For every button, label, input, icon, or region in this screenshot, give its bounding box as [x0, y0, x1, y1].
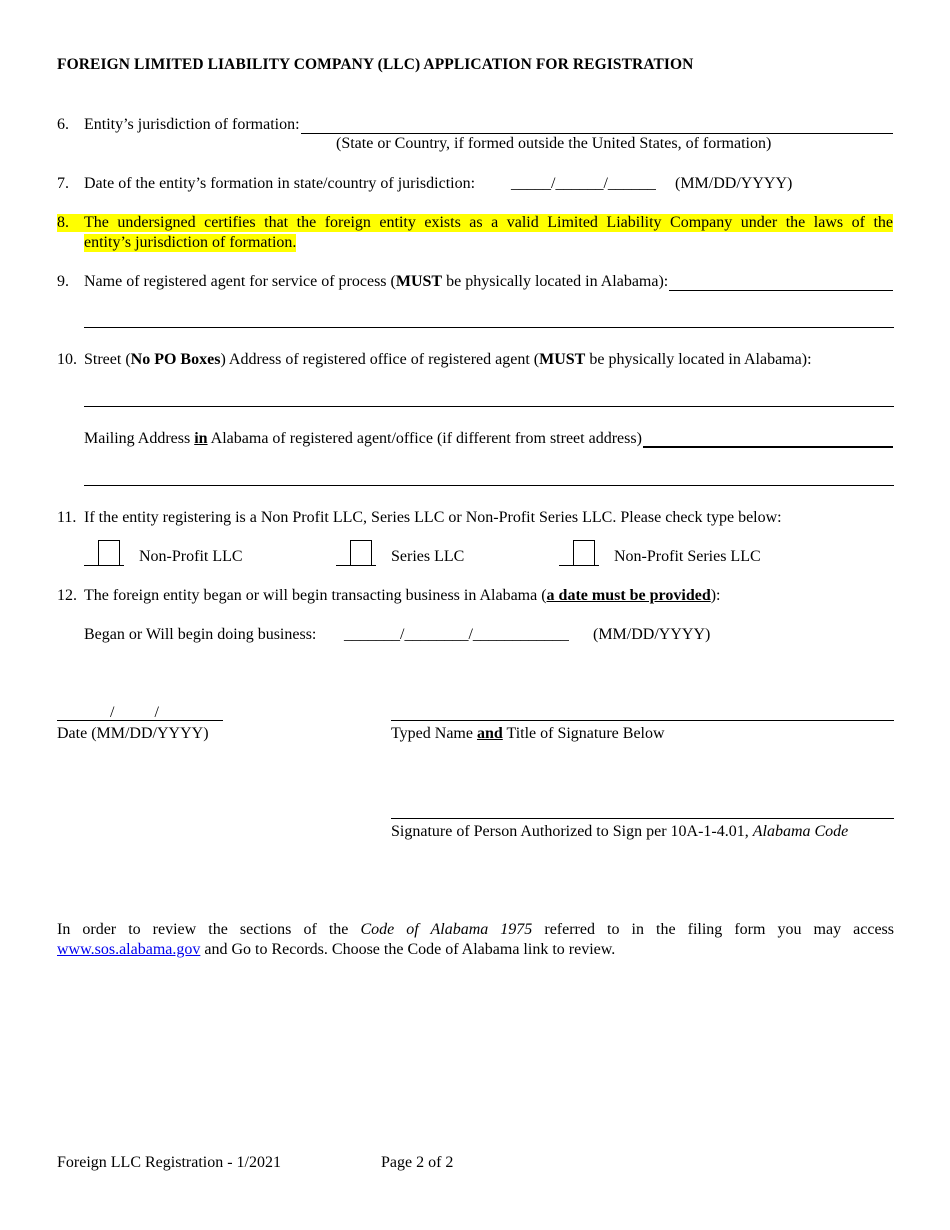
item-11-number: 11.: [57, 509, 77, 526]
item-9-label: Name of registered agent for service of process (MUST be physically located in Alabama):: [84, 273, 669, 290]
item-6-row: [84, 116, 893, 134]
formation-date-field[interactable]: _____/______/______: [511, 175, 656, 192]
signature-label: Signature of Person Authorized to Sign per 10A-1-4.01, Alabama Code: [391, 823, 849, 840]
began-business-date-field[interactable]: _______/________/____________: [344, 626, 569, 643]
footer-page-number: Page 2 of 2: [381, 1154, 454, 1171]
review-paragraph-line-1: In order to review the sections of the Code of Alabama 1975 referred to in the filing form you may access: [57, 921, 895, 938]
jurisdiction-field[interactable]: [301, 117, 893, 134]
non-profit-llc-checkbox[interactable]: [98, 540, 120, 566]
sos-website-link[interactable]: www.sos.alabama.gov: [57, 941, 201, 958]
mailing-address-label: Mailing Address in Alabama of registered agent/office (if different from street address): [84, 430, 642, 447]
series-llc-label: Series LLC: [391, 548, 465, 565]
item-7-number: 7.: [57, 175, 69, 192]
series-llc-checkbox[interactable]: [350, 540, 372, 566]
mailing-address-row: [84, 430, 893, 448]
typed-name-label: Typed Name and Title of Signature Below: [391, 725, 665, 742]
item-12-number: 12.: [57, 587, 77, 604]
item-8-number: 8.: [57, 214, 84, 232]
item-8-line-2: entity’s jurisdiction of formation.: [84, 234, 297, 251]
street-address-field[interactable]: [84, 406, 894, 407]
item-6-number: 6.: [57, 116, 69, 133]
non-profit-llc-label: Non-Profit LLC: [139, 548, 243, 565]
typed-name-field[interactable]: [391, 720, 894, 721]
began-business-format: (MM/DD/YYYY): [593, 626, 711, 643]
item-9-number: 9.: [57, 273, 69, 290]
item-7-label: Date of the entity’s formation in state/country of jurisdiction:: [84, 175, 476, 192]
mailing-address-field-line-2[interactable]: [84, 485, 894, 486]
item-11-label: If the entity registering is a Non Profit LLC, Series LLC or Non-Profit Series LLC. Please check type below:: [84, 509, 782, 526]
item-10-label: Street (No PO Boxes) Address of registered office of registered agent (MUST be physically located in Alabama):: [84, 351, 812, 368]
mailing-address-field[interactable]: [643, 430, 893, 448]
non-profit-series-llc-checkbox[interactable]: [573, 540, 595, 566]
item-12-label: The foreign entity began or will begin transacting business in Alabama (a date must be provided):: [84, 587, 721, 604]
footer-form-version: Foreign LLC Registration - 1/2021: [57, 1154, 281, 1171]
signature-field[interactable]: [391, 818, 894, 819]
item-8-line-1: The undersigned certifies that the foreign entity exists as a valid Limited Liability Company under the laws of the: [84, 214, 893, 231]
registered-agent-field[interactable]: [669, 274, 893, 291]
item-9-row: [84, 273, 893, 291]
signature-date-slashes: / /: [110, 704, 159, 721]
non-profit-series-llc-label: Non-Profit Series LLC: [614, 548, 761, 565]
item-6-note: (State or Country, if formed outside the United States, of formation): [336, 135, 772, 152]
began-business-label: Began or Will begin doing business:: [84, 626, 317, 643]
review-paragraph-line-2: www.sos.alabama.gov and Go to Records. Choose the Code of Alabama link to review.: [57, 941, 616, 958]
item-10-number: 10.: [57, 351, 77, 368]
item-6-label: Entity’s jurisdiction of formation:: [84, 116, 300, 133]
signature-date-field[interactable]: [57, 720, 223, 721]
form-title: FOREIGN LIMITED LIABILITY COMPANY (LLC) APPLICATION FOR REGISTRATION: [57, 56, 694, 73]
signature-date-label: Date (MM/DD/YYYY): [57, 725, 209, 742]
registered-agent-field-line-2[interactable]: [84, 327, 894, 328]
item-7-format: (MM/DD/YYYY): [675, 175, 793, 192]
